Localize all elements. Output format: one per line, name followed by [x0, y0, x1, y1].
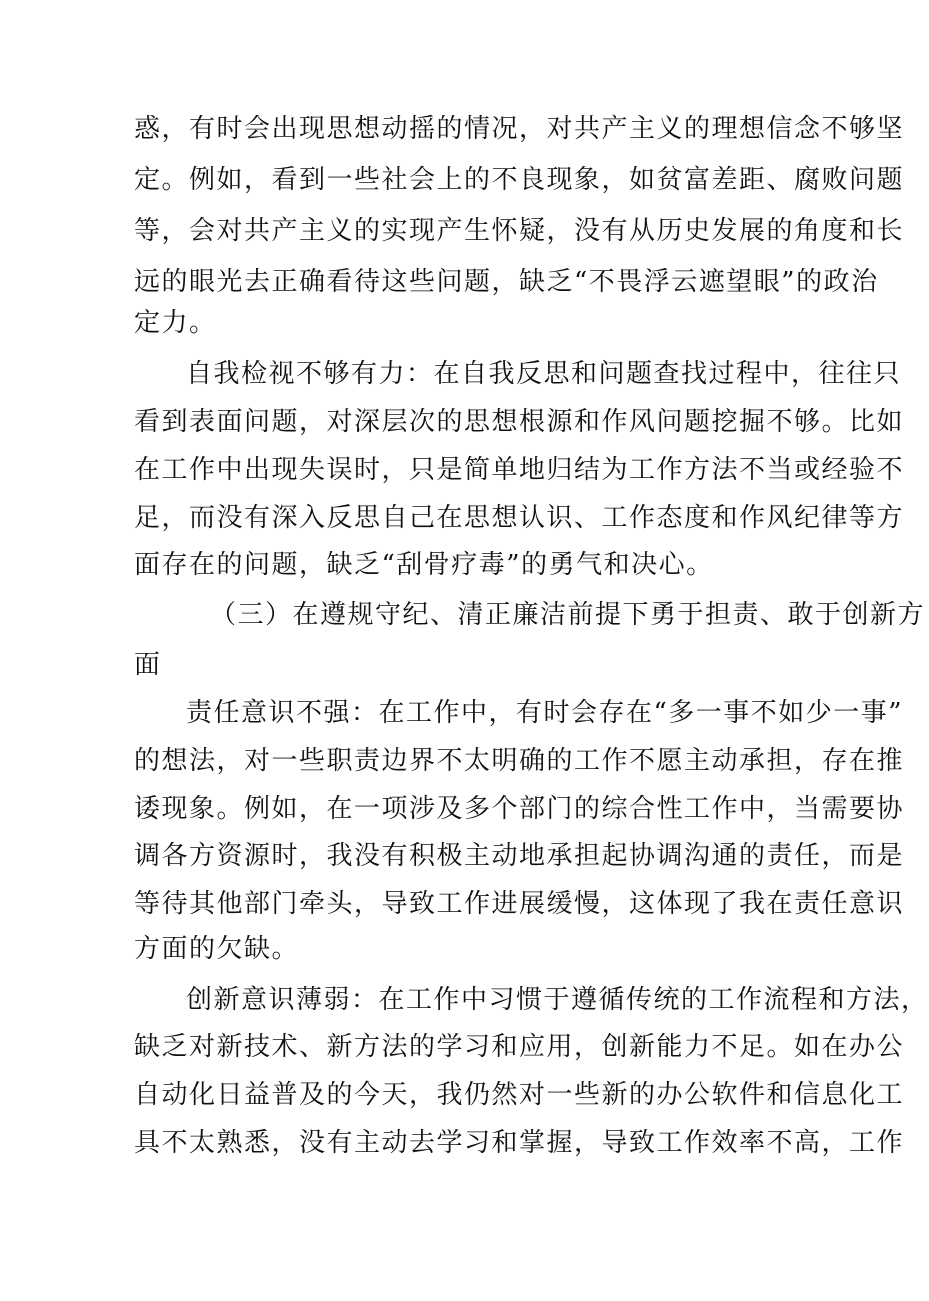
text-line: 自动化日益普及的今天，我仍然对一些新的办公软件和信息化工 [134, 1080, 905, 1110]
text-line: 调各方资源时，我没有积极主动地承担起协调沟通的责任，而是 [134, 841, 905, 871]
text-line: 看到表面问题，对深层次的思想根源和作风问题挖掘不够。比如 [134, 407, 905, 437]
paragraph-self-examination: 自我检视不够有力：在自我反思和问题查找过程中，往往只 [186, 359, 902, 389]
section-heading: （三）在遵规守纪、清正廉洁前提下勇于担责、敢于创新方 [210, 600, 926, 630]
text-line: 的想法，对一些职责边界不太明确的工作不愿主动承担，存在推 [134, 746, 905, 776]
section-heading-continued: 面 [134, 650, 162, 680]
text-line: 远的眼光去正确看待这些问题，缺乏“不畏浮云遮望眼”的政治 [134, 267, 879, 297]
text-line: 诿现象。例如，在一项涉及多个部门的综合性工作中，当需要协 [134, 794, 905, 824]
text-line: 惑，有时会出现思想动摇的情况，对共产主义的理想信念不够坚 [134, 114, 905, 144]
text-line: 面存在的问题，缺乏“刮骨疗毒”的勇气和决心。 [134, 550, 714, 580]
text-line: 缺乏对新技术、新方法的学习和应用，创新能力不足。如在办公 [134, 1032, 905, 1062]
text-line: 等待其他部门牵头，导致工作进展缓慢，这体现了我在责任意识 [134, 889, 905, 919]
text-line: 方面的欠缺。 [134, 934, 300, 964]
paragraph-innovation: 创新意识薄弱：在工作中习惯于遵循传统的工作流程和方法， [186, 985, 929, 1015]
text-line: 足，而没有深入反思自己在思想认识、工作态度和作风纪律等方 [134, 503, 905, 533]
paragraph-responsibility: 责任意识不强：在工作中，有时会存在“多一事不如少一事” [186, 698, 904, 728]
text-line: 具不太熟悉，没有主动去学习和掌握，导致工作效率不高，工作 [134, 1128, 905, 1158]
text-line: 定力。 [134, 308, 217, 338]
text-line: 定。例如，看到一些社会上的不良现象，如贫富差距、腐败问题 [134, 165, 905, 195]
text-line: 在工作中出现失误时，只是简单地归结为工作方法不当或经验不 [134, 455, 905, 485]
text-line: 等，会对共产主义的实现产生怀疑，没有从历史发展的角度和长 [134, 216, 905, 246]
